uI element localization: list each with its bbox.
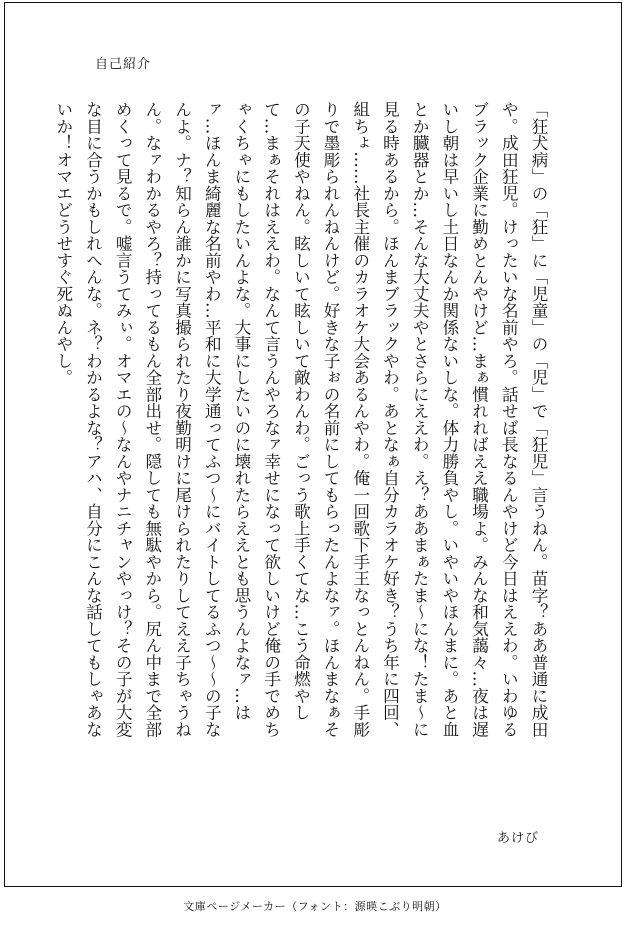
author-name: あけび: [496, 831, 539, 846]
footer-credit: 文庫ページメーカー（フォント：源暎こぶり明朝）: [183, 900, 447, 913]
body-paragraph: 「狂犬病」の「狂」に「児童」の「児」で「狂児」言うねん。苗字？ああ普通に成田や。成田狂児。けったいな名前やろ。話せば長なるんやけど今日はええわ。いわゆるブラック企業に勤めとんやけど…まぁ慣れればええ職場よ。みんな和気藹々…夜は遅いし朝は早いし土日なんか関係ないしな。体力勝負やし。いやいやほんまに。あと血とか臓器とか…そんな大丈夫やとさらにええわ。え？ああまぁたま〜にな！たま〜に見る時あるから。ほんまブラックやわ。あとなぁ自分カラオケ好き？うち年に四回、組ちょ……社長主催のカラオケ大会あるんやわ。俺一回歌下手王なっとんねん。手彫りで墨彫られんねんけど。好きな子ぉの名前にしてもらったんよなァ。ほんまなぁその子天使やねん。眩しいて眩しいて敵わんわ。ごっう歌上手くてな…こう命燃やして…まぁそれはええわ。なんて言うんやろなァ幸せになって欲しいけど俺の手でめちゃくちゃにもしたいんよな。大事にしたいのに壊れたらええとも思うんよなァ…はァ…ほんま綺麗な名前やわ…平和に大学通ってふつ〜にバイトしてるふつ〜〜の子なんよ。ナ？知らん誰かに写真撮られたり夜勤明けに尾けられたりしてええ子ちゃうねん。なァわかるやろ？持ってるもん全部出せ。隠しても無駄やから。尻ん中まで全部めくって見るで。嘘言うてみぃ。オマエの〜なんやナニチャンやっけ？その子が大変な目に合うかもしれへんな。ネ？わかるよな？アハ、自分にこんな話してもしゃあないか！オマエどうせすぐ死ぬんやし。: [53, 101, 548, 738]
page-frame: [4, 2, 622, 887]
body-text: [53, 101, 553, 751]
page-title: 自己紹介: [95, 57, 152, 72]
